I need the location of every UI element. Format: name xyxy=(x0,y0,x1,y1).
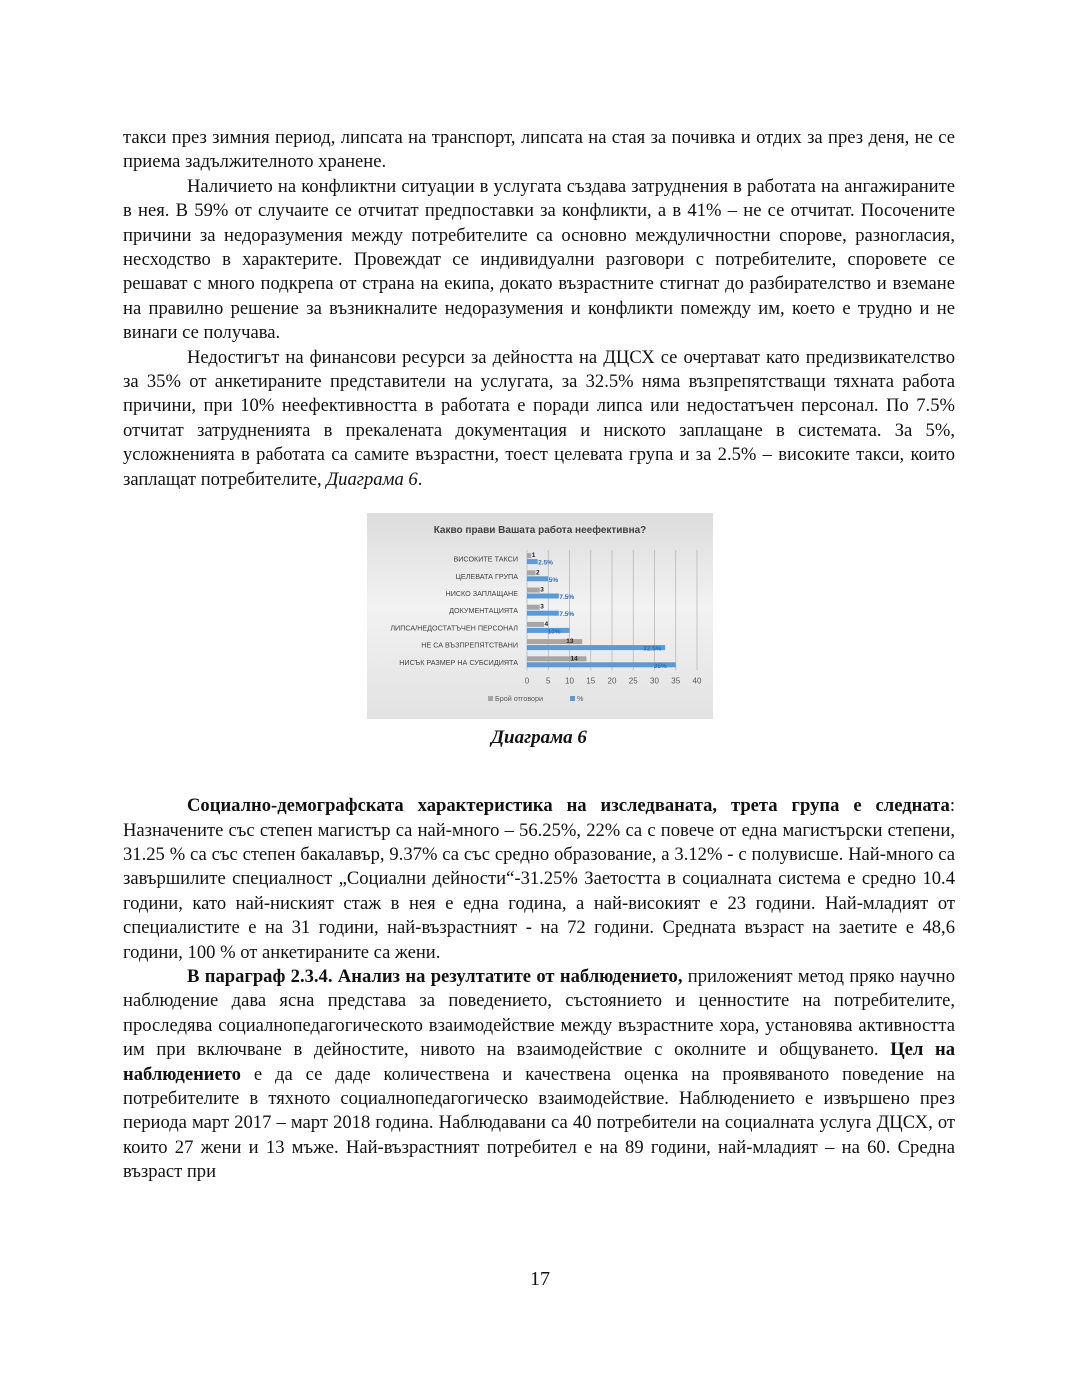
count-data-label: 3 xyxy=(540,586,544,594)
bar-percent xyxy=(527,576,548,581)
count-data-label: 14 xyxy=(570,655,578,663)
legend-swatch-percent xyxy=(570,696,575,701)
x-tick-label: 0 xyxy=(524,676,530,686)
percent-data-label: 10% xyxy=(547,628,561,636)
document-page xyxy=(123,126,955,1185)
percent-data-label: 2.5% xyxy=(538,559,553,567)
bar-count xyxy=(527,570,536,575)
paragraph-4-heading: Социално-демографската характеристика на изследваната, трета група е следната xyxy=(187,795,950,817)
legend-label-percent: % xyxy=(577,694,584,704)
bar-percent xyxy=(527,594,559,599)
x-tick-label: 40 xyxy=(692,676,702,686)
category-label: ВИСОКИТЕ ТАКСИ xyxy=(453,554,518,564)
bar-count xyxy=(527,622,544,627)
paragraph-3-text: Недостигът на финансови ресурси за дейността на ДЦСХ се очертават като предизвикателство за 35% от анкетираните представители на услугата, за 32.5% няма възпрепятстващи тяхната работа причини, при 10% неефективността в работата е поради липса или недостатъчен персонал. По 7.5% отчитат затрудненията в прекалената документация и ниското заплащане в системата. За 5%, усложненията в работата са самите възрастни, тоест целевата група и за 2.5% – високите такси, които заплащат потребителите, xyxy=(123,346,955,490)
paragraph-5 xyxy=(123,965,955,1185)
category-label: ЛИПСА/НЕДОСТАТЪЧЕН ПЕРСОНАЛ xyxy=(390,623,518,633)
paragraph-4 xyxy=(123,794,955,965)
bar-count xyxy=(527,605,540,610)
paragraph-1: такси през зимния период, липсата на транспорт, липсата на стая за почивка и отдих за през деня, не се приема задължителното хранене. xyxy=(123,127,955,173)
legend-swatch-count xyxy=(488,696,493,701)
count-data-label: 1 xyxy=(531,552,536,560)
x-tick-label: 15 xyxy=(586,676,596,686)
percent-data-label: 7.5% xyxy=(559,611,575,619)
percent-data-label: 7.5% xyxy=(559,594,575,602)
diagram-reference: Диаграма 6 xyxy=(326,468,418,490)
x-tick-label: 10 xyxy=(565,676,574,686)
paragraph-5-heading: В параграф 2.3.4. Анализ на резултатите от наблюдението, xyxy=(187,965,683,987)
x-tick-label: 5 xyxy=(546,676,551,686)
paragraph-3-end: . xyxy=(417,468,423,490)
count-data-label: 2 xyxy=(536,569,540,577)
bar-count xyxy=(527,639,582,644)
paragraph-3 xyxy=(123,346,955,492)
percent-data-label: 5% xyxy=(548,576,559,584)
count-data-label: 4 xyxy=(544,620,549,628)
paragraph-5-text-a: приложеният метод пряко научно наблюдение дава ясна представа за поведението, състоянието и ценностите на потребителите, проследява социалнопедагогическото взаимодействие между възрастните хора, установява активността им при включване в дейностите, нивото на взаимодействие с околните и общуването. xyxy=(123,965,955,1061)
percent-data-label: 35% xyxy=(653,662,667,670)
bar-count xyxy=(527,553,531,558)
bar-percent xyxy=(527,611,559,616)
x-tick-label: 35 xyxy=(671,676,681,686)
legend-label-count: Брой отговори xyxy=(495,694,544,704)
chart-canvas xyxy=(367,513,713,719)
bar-percent xyxy=(527,559,538,564)
paragraph-2: Наличието на конфликтни ситуации в услугата създава затруднения в работата на ангажираните в нея. В 59% от случаите се отчитат предпоставки за конфликти, а в 41% – не се отчитат. Посочените причини за недоразумения между потребителите са основно междуличностни спорове, разногласия, несходство в характерите. Провеждат се индивидуални разговори с потребителите, споровете се решават с много подкрепа от страна на екипа, докато възрастните стигнат до разбирателство и вземане на правилно решение за възникналите недоразумения и конфликти помежду им, което е трудно и не винаги се получава. xyxy=(123,175,955,344)
category-label: НИСЪК РАЗМЕР НА СУБСИДИЯТА xyxy=(399,657,518,667)
category-label: НЕ СА ВЪЗПРЕПЯТСТВАНИ xyxy=(421,640,518,650)
percent-data-label: 32.5% xyxy=(643,645,662,653)
count-data-label: 13 xyxy=(566,638,574,646)
figure-caption: Диаграма 6 xyxy=(491,727,587,749)
x-tick-label: 25 xyxy=(628,676,638,686)
count-data-label: 3 xyxy=(540,603,544,611)
paragraph-5-heading-2: Цел на наблюдението xyxy=(123,1039,956,1085)
x-tick-label: 20 xyxy=(607,676,617,686)
paragraph-4-text: : Назначените със степен магистър са най-много – 56.25%, 22% са с повече от една магистърски степени, 31.25 % са със степен бакалавър, 9.37% са със средно образование, а 3.12% - с полувисше. Най-много са завършилите специалност „Социални дейности“-31.25% Заетостта в социалната система е средно 10.4 години, като най-ниският стаж в нея е една година, а най-високият е 23 години. Най-младият от специалистите е на 31 години, най-възрастният - на 72 години. Средната възраст на заетите е 48,6 години, 100 % от анкетираните са жени. xyxy=(123,795,955,963)
chart-title: Какво прави Вашата работа неефективна? xyxy=(433,525,647,537)
figure xyxy=(123,492,955,764)
bar-count xyxy=(527,588,540,593)
paragraph-5-text-b: е да се даде количествена и качествена оценка на проявяваното поведение на потребителите в тяхното социалнопедагогическо взаимодействие. Наблюдението е извършено през периода март 2017 – март 2018 година. Наблюдавани са 40 потребители на социалната услуга ДЦСХ, от които 27 жени и 13 мъже. Най-възрастният потребител е на 89 години, най-младият – на 60. Средна възраст при xyxy=(123,1063,955,1183)
category-label: ДОКУМЕНТАЦИЯТА xyxy=(449,606,518,616)
bar-chart xyxy=(367,513,713,719)
category-label: НИСКО ЗАПЛАЩАНЕ xyxy=(445,589,518,599)
x-tick-label: 30 xyxy=(650,676,659,686)
page-number: 17 xyxy=(530,1268,550,1290)
category-label: ЦЕЛЕВАТА ГРУПА xyxy=(455,571,518,581)
